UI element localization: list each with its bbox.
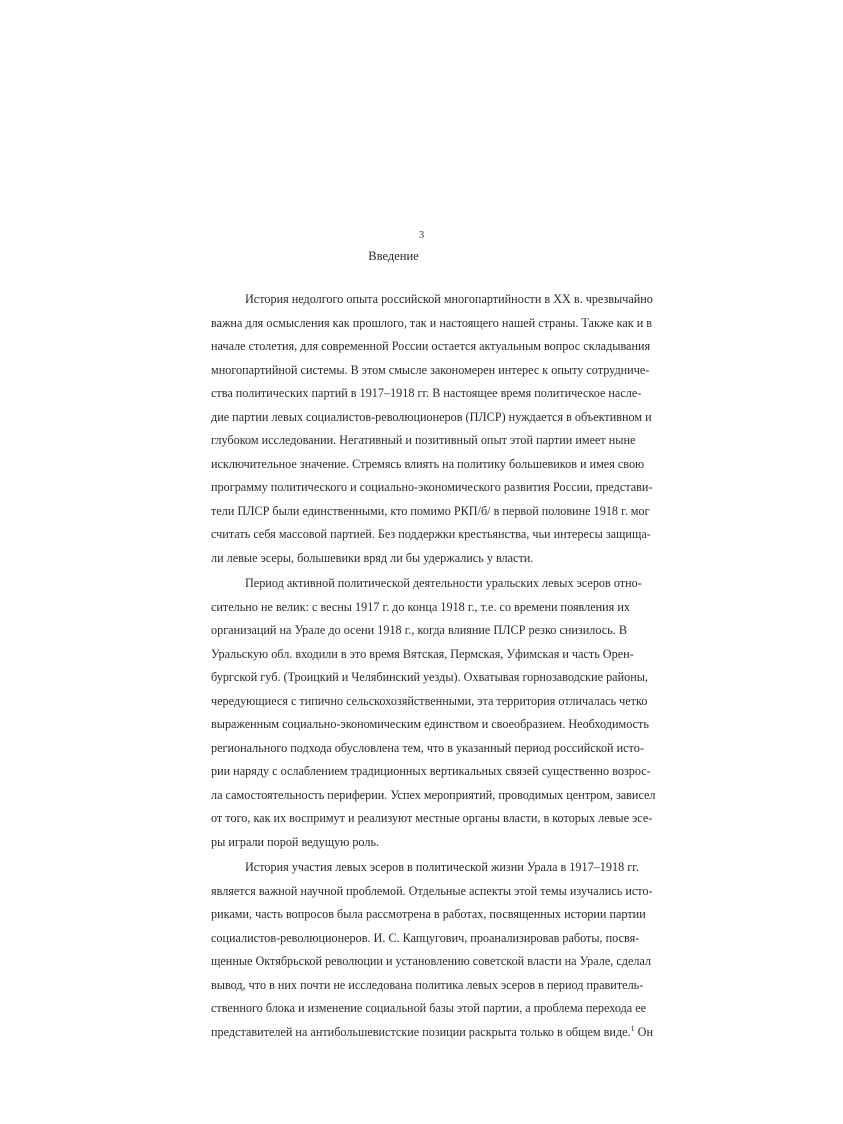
text-line: дие партии левых социалистов-революционеров (ПЛСР) нуждается в объективном и — [211, 409, 652, 424]
page-number: 3 — [418, 229, 425, 241]
text-line: социалистов-революционеров. И. С. Капцугович, проанализировав работы, посвя- — [211, 930, 640, 945]
text-line: от того, как их воспримут и реализуют местные органы власти, в которых левые эсе- — [211, 811, 653, 825]
text-line: История участия левых эсеров в политической жизни Урала в 1917–1918 гг. — [245, 860, 639, 874]
text-line: Период активной политической деятельности уральских левых эсеров отно- — [245, 576, 642, 590]
text-line: вывод, что в них почти не исследована политика левых эсеров в период правитель- — [211, 977, 644, 992]
paragraph — [211, 288, 653, 570]
text-line: регионального подхода обусловлена тем, что в указанный период российской исто- — [211, 740, 644, 755]
text-line: бургской губ. (Троицкий и Челябинский уезды). Охватывая горнозаводские районы, — [211, 670, 648, 684]
paragraph — [211, 856, 653, 1044]
text-line: исключительное значение. Стремясь влиять на политику большевиков и имея свою — [211, 456, 645, 471]
text-line: ли левые эсеры, большевики вряд ли бы удержались у власти. — [211, 550, 534, 565]
paragraph — [211, 572, 656, 854]
footnote-reference: 1 — [630, 1023, 635, 1033]
text-line: риками, часть вопросов была рассмотрена в работах, посвященных истории партии — [211, 907, 646, 921]
text-line: считать себя массовой партией. Без поддержки крестьянства, чьи интересы защища- — [211, 527, 651, 541]
text-segment: Он — [634, 1024, 653, 1039]
text-line: глубоком исследовании. Негативный и позитивный опыт этой партии имеет ныне — [211, 433, 636, 447]
text-line: выраженным социально-экономическим единством и своеобразием. Необходимость — [211, 717, 649, 731]
text-line: является важной научной проблемой. Отдельные аспекты этой темы изучались исто- — [211, 883, 653, 898]
text-line: чередующиеся с типично сельскохозяйственными, эта территория отличалась четко — [211, 693, 648, 708]
text-line-with-footnote — [211, 1021, 653, 1045]
text-line: рии наряду с ослаблением традиционных вертикальных связей существенно возрос- — [211, 764, 651, 778]
text-line: История недолгого опыта российской многопартийности в XX в. чрезвычайно — [245, 292, 653, 306]
text-line: организаций на Урале до осени 1918 г., когда влияние ПЛСР резко снизилось. В — [211, 623, 627, 637]
text-line: ства политических партий в 1917–1918 гг. В настоящее время политическое насле- — [211, 386, 642, 400]
text-line: многопартийной системы. В этом смысле закономерен интерес к опыту сотрудниче- — [211, 362, 650, 377]
text-line: ственного блока и изменение социальной базы этой партии, а проблема перехода ее — [211, 1001, 647, 1015]
section-heading: Введение — [368, 249, 419, 263]
text-segment: представителей на антибольшевистские позиции раскрыта только в общем виде. — [211, 1024, 631, 1039]
body-text — [211, 288, 656, 1044]
text-line: начале столетия, для современной России остается актуальным вопрос складывания — [211, 339, 651, 353]
text-line: ла самостоятельность периферии. Успех мероприятий, проводимых центром, зависел — [211, 787, 656, 802]
text-line: ры играли порой ведущую роль. — [211, 834, 380, 849]
text-line: программу политического и социально-экономического развития России, представи- — [211, 480, 653, 494]
text-line: Уральскую обл. входили в это время Вятская, Пермская, Уфимская и часть Орен- — [211, 646, 634, 661]
text-line: сительно не велик: с весны 1917 г. до конца 1918 г., т.е. со времени появления их — [211, 599, 630, 614]
text-line: важна для осмысления как прошлого, так и настоящего нашей страны. Также как и в — [211, 315, 653, 330]
text-line: щенные Октябрьской революции и установлению советской власти на Урале, сделал — [211, 954, 652, 968]
text-line: тели ПЛСР были единственными, кто помимо РКП/б/ в первой половине 1918 г. мог — [211, 503, 650, 518]
